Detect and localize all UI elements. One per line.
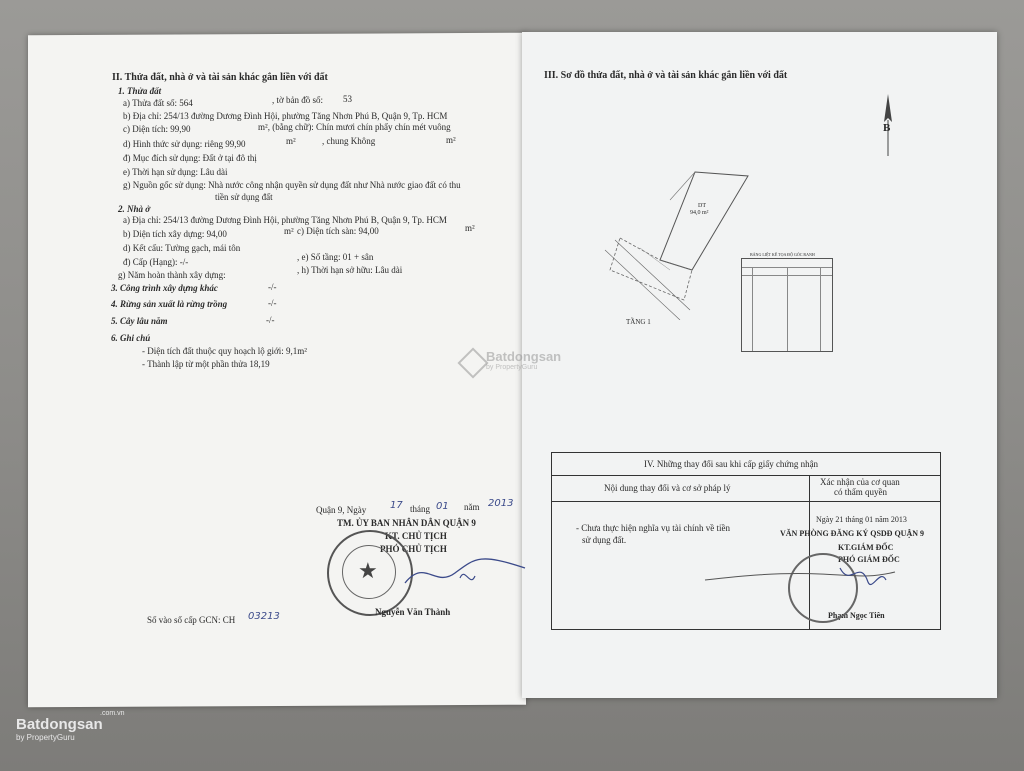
land-purpose: đ) Mục đích sử dụng: Đất ở tại đô thị xyxy=(123,153,257,163)
committee-name: TM. ỦY BAN NHÂN DÂN QUẬN 9 xyxy=(337,518,476,528)
plot-area: 94,0 m² xyxy=(690,210,709,216)
gcn-label: Số vào sổ cấp GCN: CH xyxy=(147,615,236,625)
signer-name-left: Nguyễn Văn Thành xyxy=(375,607,451,617)
forest-value: -/- xyxy=(268,298,277,308)
sign-date-label: Quận 9, Ngày xyxy=(316,505,367,515)
chair-label: KT. CHỦ TỊCH xyxy=(385,531,447,541)
land-area: c) Diện tích: 99,90 xyxy=(123,124,191,134)
map-number-label: , tờ bản đồ số: xyxy=(272,95,324,105)
vice-chair-label: PHÓ CHỦ TỊCH xyxy=(380,544,447,554)
house-floor-unit: m² xyxy=(465,223,475,233)
sign-month: 01 xyxy=(436,501,449,512)
corner-brand: Batdongsan xyxy=(16,716,103,733)
change-vice-director-label: PHÓ GIÁM ĐỐC xyxy=(838,555,900,564)
change-content-line2: sử dụng đất. xyxy=(582,535,627,545)
house-grade: đ) Cấp (Hạng): -/- xyxy=(123,257,189,267)
land-address: b) Địa chỉ: 254/13 đường Dương Đình Hội, phường Tăng Nhơn Phú B, Quận 9, Tp. HCM xyxy=(123,111,448,121)
watermark-sub: by PropertyGuru xyxy=(486,364,538,371)
house-floors: , e) Số tầng: 01 + sân xyxy=(297,252,374,262)
changes-col-authority-1: Xác nhận của cơ quan xyxy=(820,477,900,487)
change-org: VĂN PHÒNG ĐĂNG KÝ QSDĐ QUẬN 9 xyxy=(780,529,924,538)
north-label: B xyxy=(883,122,891,134)
usage-unit: m² xyxy=(286,136,296,146)
change-deputy-label: KT.GIÁM ĐỐC xyxy=(838,543,894,552)
section-2-title: II. Thửa đất, nhà ở và tài sản khác gắn liền với đất xyxy=(112,72,328,83)
other-works-heading: 3. Công trình xây dựng khác xyxy=(111,283,218,293)
usage-common: , chung Không xyxy=(322,136,376,146)
perennial-heading: 5. Cây lâu năm xyxy=(111,316,168,326)
perennial-value: -/- xyxy=(266,315,275,325)
change-date: Ngày 21 tháng 01 năm 2013 xyxy=(816,515,907,524)
parcel-sketch xyxy=(600,160,760,320)
signature-right xyxy=(700,558,900,608)
plot-label: DT xyxy=(698,203,706,209)
changes-col-authority-2: có thẩm quyền xyxy=(834,487,887,497)
forest-heading: 4. Rừng sản xuất là rừng trồng xyxy=(111,299,228,309)
coordinate-table-title: BẢNG LIỆT KÊ TỌA ĐỘ GÓC RANH xyxy=(750,252,815,257)
house-build-area: b) Diện tích xây dựng: 94,00 xyxy=(123,229,227,239)
house-floor-area: c) Diện tích sàn: 94,00 xyxy=(297,226,379,236)
sign-year-label: năm xyxy=(464,502,480,512)
changes-col-content: Nội dung thay đổi và cơ sở pháp lý xyxy=(604,483,731,493)
section-3-title: III. Sơ đồ thửa đất, nhà ở và tài sản khác gắn liền với đất xyxy=(544,70,788,81)
parcel-number: a) Thửa đất số: 564 xyxy=(123,98,193,108)
house-structure: d) Kết cấu: Tường gạch, mái tôn xyxy=(123,243,241,253)
coordinate-table xyxy=(741,258,833,352)
sign-month-label: tháng xyxy=(410,504,430,514)
corner-domain: .com.vn xyxy=(100,710,125,717)
corner-sub: by PropertyGuru xyxy=(16,733,75,742)
note-1: - Diện tích đất thuộc quy hoạch lộ giới: 9,1m² xyxy=(142,346,307,356)
house-year: g) Năm hoàn thành xây dựng: xyxy=(118,270,226,280)
land-origin: g) Nguồn gốc sử dụng: Nhà nước công nhận quyền sử dụng đất như Nhà nước giao đất có thu xyxy=(123,180,461,190)
floor-label: TẦNG 1 xyxy=(626,318,651,326)
sign-day: 17 xyxy=(390,500,403,511)
changes-title: IV. Những thay đổi sau khi cấp giấy chứng nhận xyxy=(644,459,819,469)
note-2: - Thành lập từ một phần thửa 18,19 xyxy=(142,359,270,369)
notes-heading: 6. Ghi chú xyxy=(111,333,151,343)
land-heading: 1. Thửa đất xyxy=(118,86,162,96)
left-page xyxy=(28,33,526,708)
other-works-value: -/- xyxy=(268,282,277,292)
house-heading: 2. Nhà ở xyxy=(118,204,151,214)
usage-form: d) Hình thức sử dụng: riêng 99,90 xyxy=(123,139,246,149)
house-build-unit: m² xyxy=(284,226,294,236)
land-area-words: m², (bằng chữ): Chín mươi chín phẩy chín mét vuông xyxy=(258,122,451,132)
house-address: a) Địa chỉ: 254/13 đường Dương Đình Hội, phường Tăng Nhơn Phú B, Quận 9, Tp. HCM xyxy=(123,215,447,225)
change-signer: Phạm Ngọc Tiên xyxy=(828,611,885,620)
map-number: 53 xyxy=(343,94,352,104)
seal-star-icon: ★ xyxy=(358,558,378,583)
change-content-line1: - Chưa thực hiện nghĩa vụ tài chính về tiền xyxy=(576,523,730,533)
usage-unit-2: m² xyxy=(446,135,456,145)
land-term: e) Thời hạn sử dụng: Lâu dài xyxy=(123,167,228,177)
watermark-center xyxy=(486,349,561,371)
corner-watermark xyxy=(16,710,125,742)
gcn-number: 03213 xyxy=(248,611,280,622)
house-ownership: , h) Thời hạn sở hữu: Lâu dài xyxy=(297,265,403,275)
land-origin-cont: tiền sử dụng đất xyxy=(215,192,273,202)
sign-year: 2013 xyxy=(488,498,514,509)
signature-left xyxy=(400,548,530,593)
watermark-brand: Batdongsan xyxy=(486,349,562,364)
